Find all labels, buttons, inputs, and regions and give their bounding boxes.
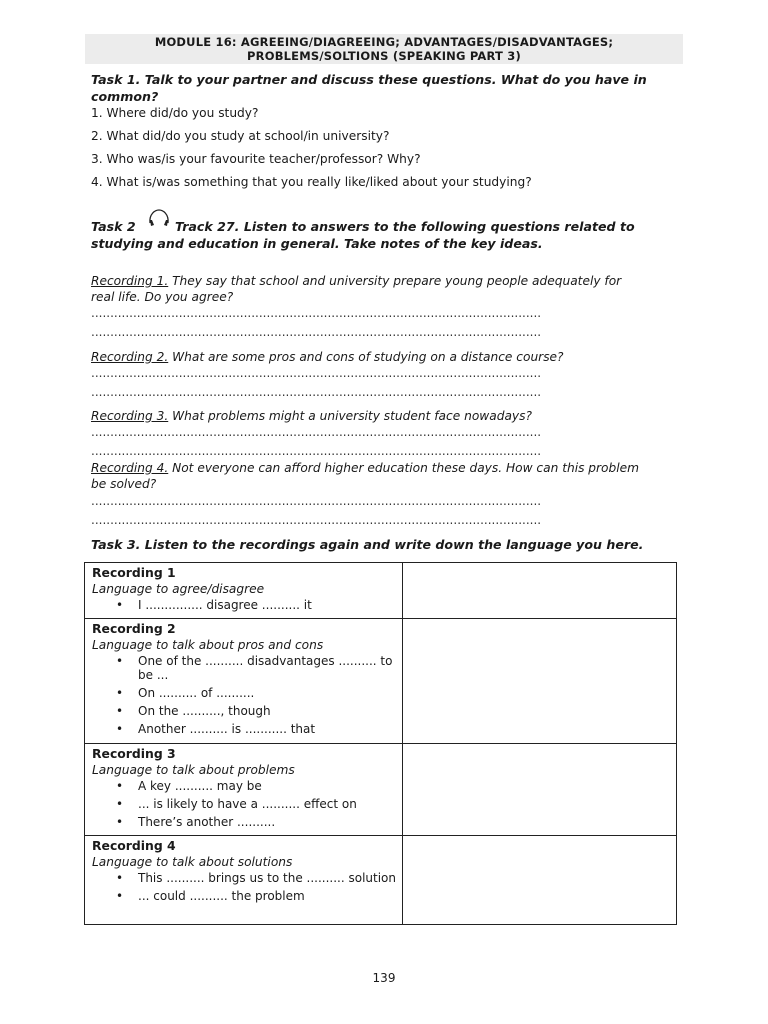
table-row bbox=[85, 619, 677, 744]
table-row bbox=[85, 744, 677, 836]
cell-title: Recording 1 bbox=[92, 565, 176, 580]
notes-cell[interactable] bbox=[403, 836, 677, 925]
list-item: • A key .......... may be bbox=[138, 779, 402, 793]
task1-question: 2. What did/do you study at school/in university? bbox=[91, 129, 390, 143]
list-item: • One of the .......... disadvantages .......... to be ... bbox=[138, 654, 402, 682]
task3-heading: Task 3. Listen to the recordings again and write down the language you here. bbox=[91, 537, 644, 552]
list-item: • There’s another .......... bbox=[138, 815, 402, 829]
module-title-line1: MODULE 16: AGREEING/DIAGREEING; ADVANTAGES/DISADVANTAGES; bbox=[154, 35, 614, 49]
recording-question bbox=[91, 349, 564, 365]
module-title-line2: PROBLEMS/SOLTIONS (SPEAKING PART 3) bbox=[247, 49, 521, 63]
cell-subtitle: Language to agree/disagree bbox=[92, 582, 265, 596]
list-item: • On .......... of .......... bbox=[138, 686, 402, 700]
cell-title: Recording 2 bbox=[92, 621, 176, 636]
task2-heading-line2: studying and education in general. Take notes of the key ideas. bbox=[91, 236, 543, 251]
recording-question bbox=[91, 273, 621, 305]
recording-question-text: be solved? bbox=[91, 477, 157, 491]
answer-line: ...................................................................................................................... bbox=[91, 425, 542, 439]
recording-question bbox=[91, 460, 639, 492]
answer-line: ...................................................................................................................... bbox=[91, 325, 542, 339]
task1-heading-line1: Task 1. Talk to your partner and discuss these questions. What do you have in bbox=[91, 72, 647, 87]
answer-line: ...................................................................................................................... bbox=[91, 513, 542, 527]
notes-cell[interactable] bbox=[403, 563, 677, 619]
answer-line: ...................................................................................................................... bbox=[91, 385, 542, 399]
recording-question-text: Not everyone can afford higher education these days. How can this problem bbox=[168, 461, 640, 475]
cell-title: Recording 4 bbox=[92, 838, 176, 853]
list-item: • ... is likely to have a .......... effect on bbox=[138, 797, 402, 811]
recording-cell bbox=[85, 836, 403, 925]
list-item: • This .......... brings us to the .......... solution bbox=[138, 871, 402, 885]
cell-title: Recording 3 bbox=[92, 746, 176, 761]
recording-cell bbox=[85, 563, 403, 619]
language-table bbox=[84, 562, 677, 925]
page-number: 139 bbox=[372, 971, 396, 985]
recording-label: Recording 3. bbox=[91, 409, 169, 423]
recording-question-text: What are some pros and cons of studying on a distance course? bbox=[168, 350, 564, 364]
cell-subtitle: Language to talk about problems bbox=[92, 763, 295, 777]
list-item: • On the .........., though bbox=[138, 704, 402, 718]
answer-line: ...................................................................................................................... bbox=[91, 306, 542, 320]
list-item: • I ............... disagree .......... it bbox=[138, 598, 402, 612]
answer-line: ...................................................................................................................... bbox=[91, 366, 542, 380]
task2-heading-line1: Track 27. Listen to answers to the following questions related to bbox=[175, 219, 635, 234]
recording-label: Recording 2. bbox=[91, 350, 169, 364]
task1-heading-line2: common? bbox=[91, 89, 159, 104]
task1-heading bbox=[91, 71, 647, 105]
task2-label: Task 2 bbox=[91, 219, 136, 234]
table-row bbox=[85, 563, 677, 619]
notes-cell[interactable] bbox=[403, 744, 677, 836]
answer-line: ...................................................................................................................... bbox=[91, 444, 542, 458]
headphones-icon bbox=[146, 209, 172, 227]
list-item: • ... could .......... the problem bbox=[138, 889, 402, 903]
task1-question: 3. Who was/is your favourite teacher/professor? Why? bbox=[91, 152, 421, 166]
task1-question: 1. Where did/do you study? bbox=[91, 106, 259, 120]
recording-label: Recording 4. bbox=[91, 461, 169, 475]
recording-label: Recording 1. bbox=[91, 274, 169, 288]
notes-cell[interactable] bbox=[403, 619, 677, 744]
recording-cell bbox=[85, 619, 403, 744]
task1-question: 4. What is/was something that you really like/liked about your studying? bbox=[91, 175, 532, 189]
recording-question-text: They say that school and university prepare young people adequately for bbox=[168, 274, 622, 288]
list-item: • Another .......... is ........... that bbox=[138, 722, 402, 736]
module-header bbox=[85, 34, 683, 64]
recording-cell bbox=[85, 744, 403, 836]
cell-subtitle: Language to talk about pros and cons bbox=[92, 638, 324, 652]
recording-question-text: real life. Do you agree? bbox=[91, 290, 234, 304]
table-row bbox=[85, 836, 677, 925]
cell-subtitle: Language to talk about solutions bbox=[92, 855, 293, 869]
answer-line: ...................................................................................................................... bbox=[91, 494, 542, 508]
recording-question-text: What problems might a university student face nowadays? bbox=[168, 409, 532, 423]
recording-question bbox=[91, 408, 532, 424]
